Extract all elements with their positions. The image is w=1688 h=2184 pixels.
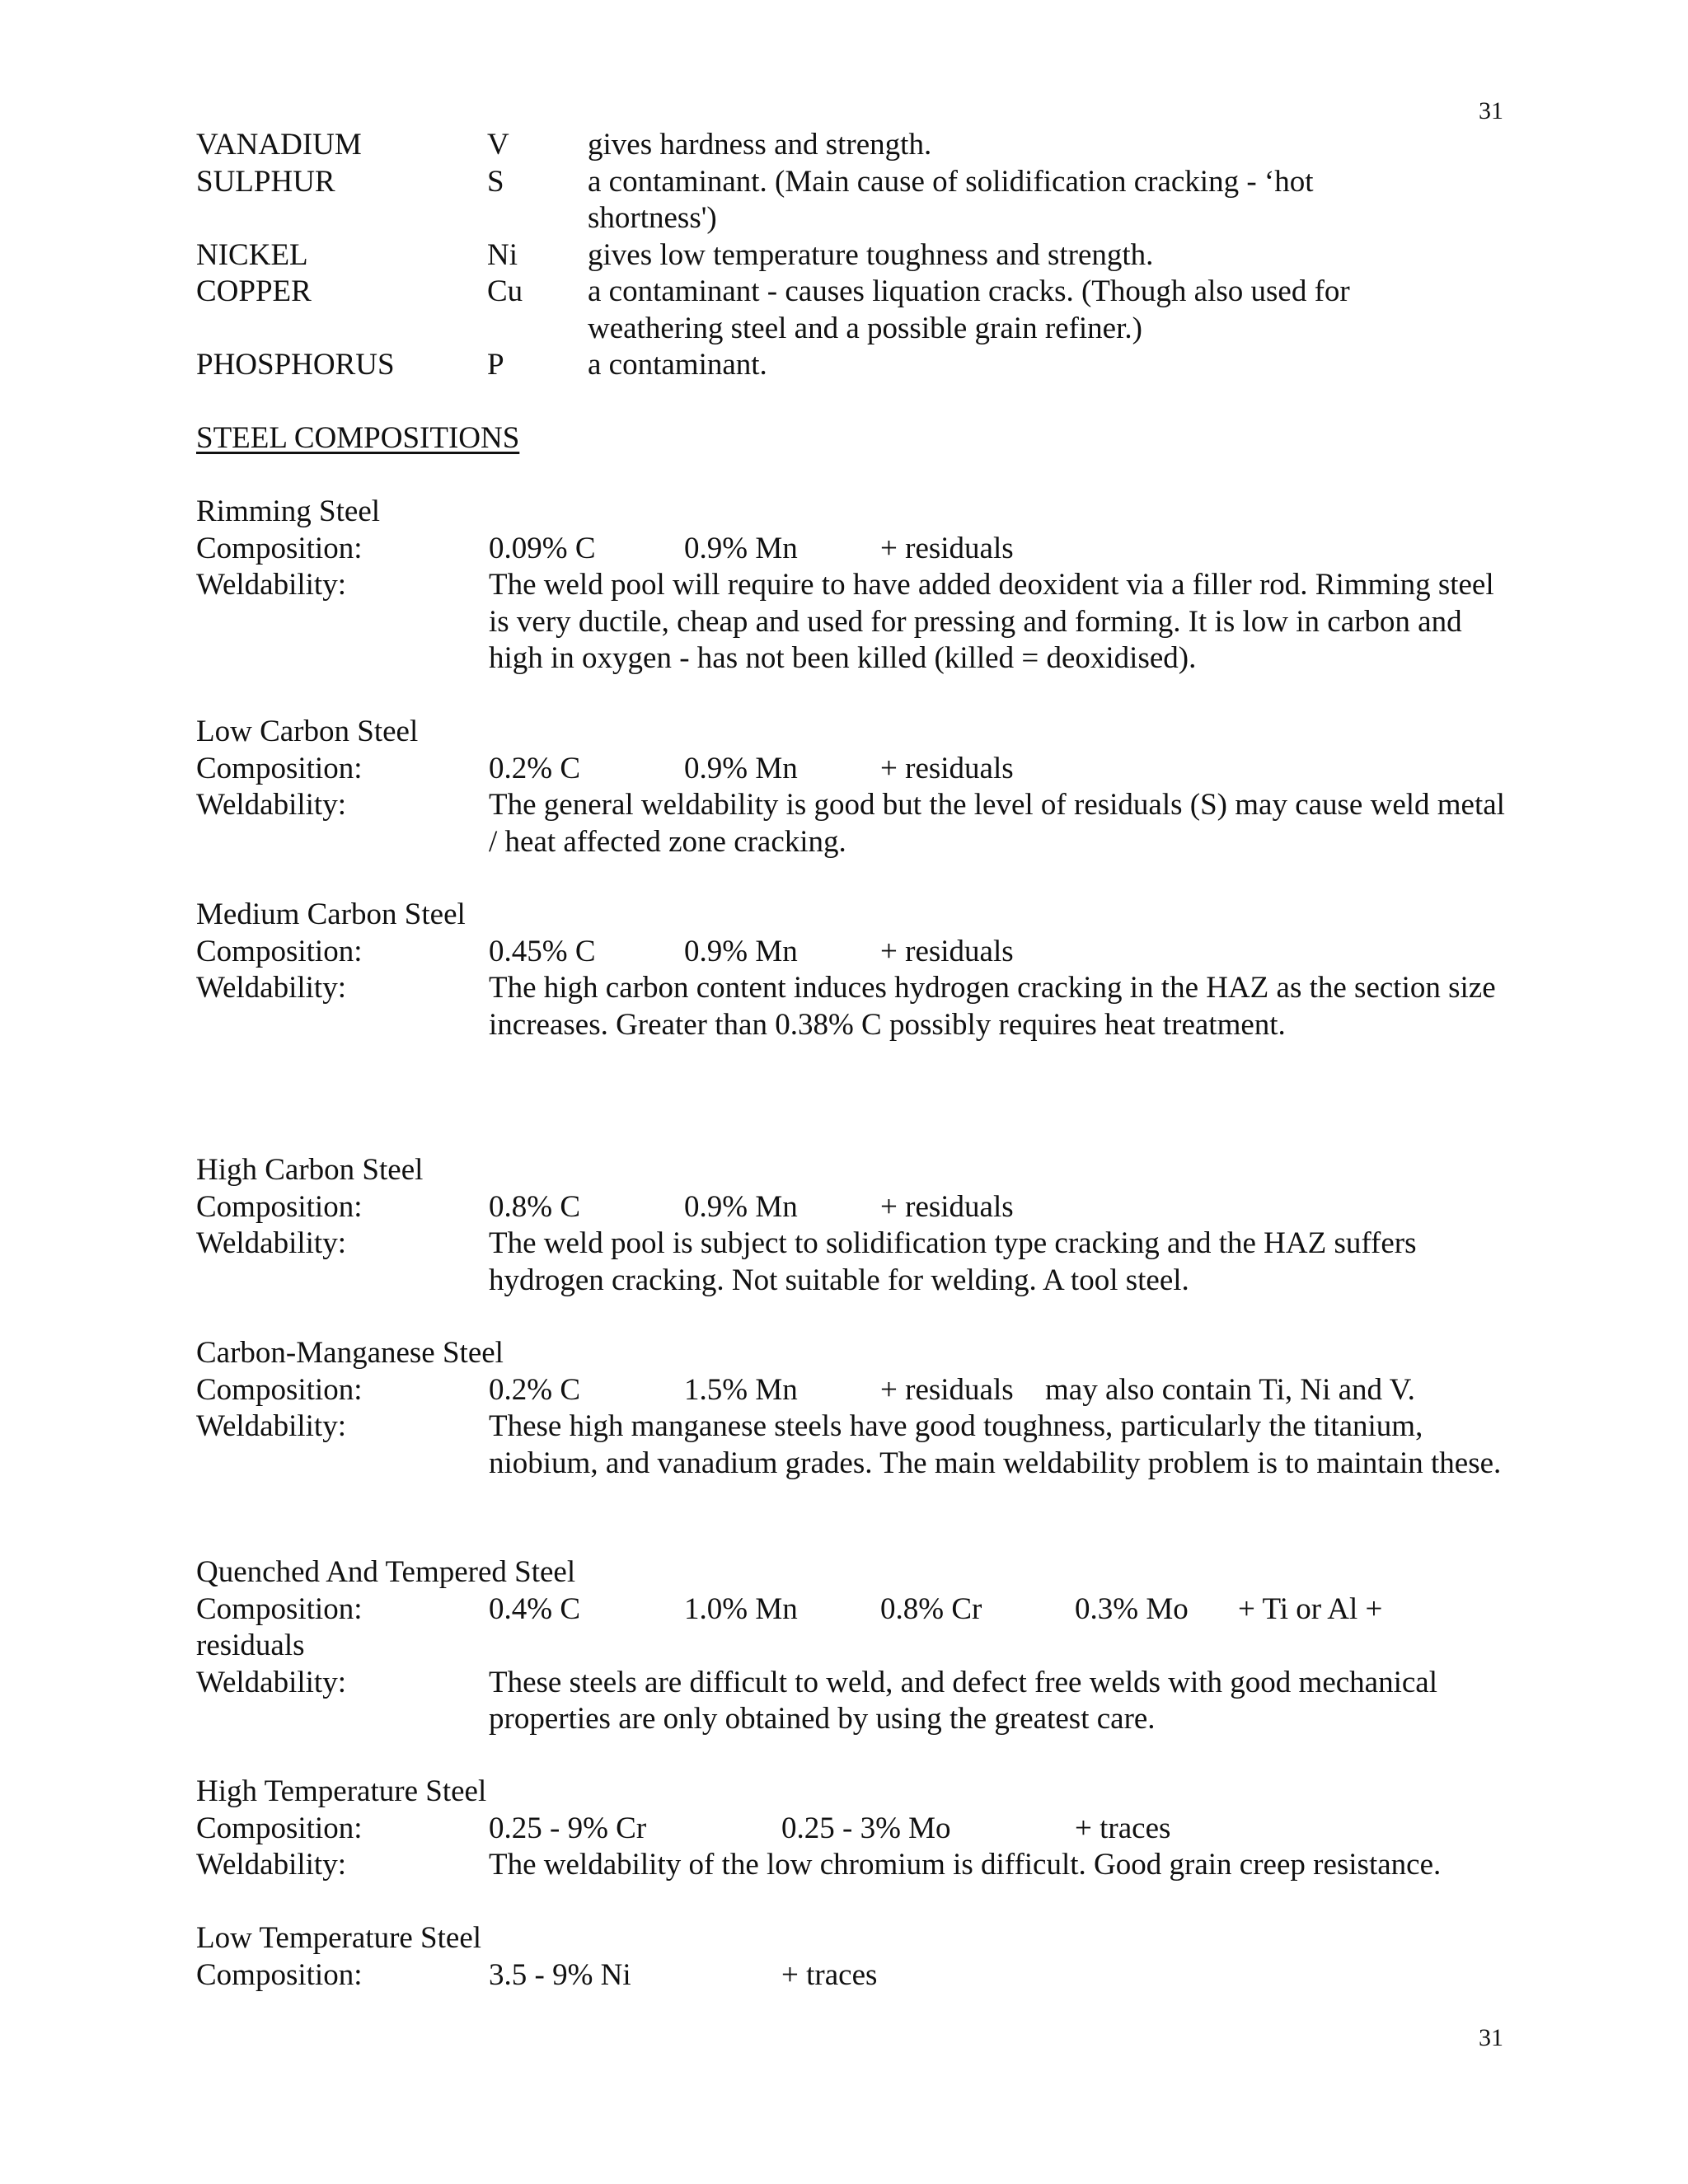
steel-title: High Carbon Steel (196, 1153, 424, 1187)
composition-value: + residuals (880, 531, 1014, 565)
composition-value: 0.2% C (489, 1372, 580, 1407)
composition-value: + Ti or Al + (1238, 1591, 1383, 1626)
section-heading: STEEL COMPOSITIONS (196, 421, 520, 455)
weldability-row (196, 1226, 1515, 1299)
composition-value: + residuals (880, 751, 1014, 785)
weldability-label: Weldability: (196, 568, 346, 602)
steel-title: Quenched And Tempered Steel (196, 1555, 576, 1589)
element-row-copper (196, 274, 1515, 347)
composition-label: Composition: (196, 1957, 363, 1992)
page-number-top: 31 (1479, 97, 1503, 124)
element-symbol: V (487, 128, 509, 162)
element-row-sulphur (196, 164, 1515, 237)
weldability-label: Weldability: (196, 1665, 346, 1699)
page-number-bottom: 31 (1479, 2024, 1503, 2051)
element-symbol: Cu (487, 274, 523, 308)
composition-label: Composition: (196, 751, 363, 785)
weldability-row (196, 1847, 1515, 1884)
composition-value: 0.9% Mn (684, 531, 798, 565)
weldability-row (196, 1408, 1515, 1482)
element-symbol: P (487, 348, 504, 382)
composition-value: 0.9% Mn (684, 1189, 798, 1224)
element-symbol: Ni (487, 237, 518, 272)
element-description: gives low temperature toughness and strength. (588, 237, 1154, 272)
composition-value: 0.3% Mo (1075, 1591, 1189, 1626)
steel-title: Carbon-Manganese Steel (196, 1336, 504, 1370)
composition-row (196, 1811, 1515, 1848)
weldability-row (196, 970, 1515, 1043)
element-description: a contaminant. (588, 348, 767, 382)
composition-value: 1.5% Mn (684, 1372, 798, 1407)
steel-low-temperature (196, 1920, 1515, 1994)
weldability-text: The weld pool will require to have added deoxident via a filler rod. Rimming steel is very ductile, cheap and used for pressing and forming. It is low in carbon and high in oxygen - has not been killed (killed = deoxidised). (489, 568, 1494, 675)
composition-value: residuals (196, 1629, 305, 1662)
composition-value: + residuals (880, 1372, 1014, 1407)
weldability-row (196, 567, 1515, 677)
composition-value: 0.9% Mn (684, 751, 798, 785)
steel-title: Rimming Steel (196, 494, 381, 528)
composition-value: + traces (1075, 1811, 1171, 1845)
steel-title: Low Temperature Steel (196, 1921, 482, 1955)
element-name: NICKEL (196, 237, 308, 272)
composition-row (196, 1189, 1515, 1226)
steel-title: Medium Carbon Steel (196, 898, 466, 931)
element-name: VANADIUM (196, 128, 362, 162)
composition-value: + residuals (880, 934, 1014, 968)
element-row-vanadium (196, 127, 1515, 164)
steel-high-temperature (196, 1774, 1515, 1884)
weldability-label: Weldability: (196, 1409, 346, 1443)
composition-row (196, 1372, 1515, 1409)
composition-value: 0.8% Cr (880, 1591, 982, 1626)
element-description: gives hardness and strength. (588, 128, 932, 162)
steel-high-carbon (196, 1152, 1515, 1299)
weldability-text: These high manganese steels have good toughness, particularly the titanium, niobium, and vanadium grades. The main weldability problem is to maintain these. (489, 1409, 1502, 1480)
composition-label: Composition: (196, 1189, 363, 1224)
composition-label: Composition: (196, 1591, 363, 1626)
composition-row (196, 934, 1515, 971)
composition-label: Composition: (196, 1372, 363, 1407)
steel-carbon-manganese (196, 1335, 1515, 1482)
composition-row (196, 751, 1515, 788)
composition-label: Composition: (196, 531, 363, 565)
element-description: a contaminant. (Main cause of solidification cracking - ‘hot shortness') (588, 164, 1314, 235)
element-name: SULPHUR (196, 164, 335, 199)
composition-value: 0.8% C (489, 1189, 580, 1224)
weldability-text: The general weldability is good but the level of residuals (S) may cause weld metal / heat affected zone cracking. (489, 788, 1505, 859)
composition-label: Composition: (196, 1811, 363, 1845)
composition-value: 0.45% C (489, 934, 596, 968)
weldability-text: The weld pool is subject to solidification type cracking and the HAZ suffers hydrogen cracking. Not suitable for welding. A tool steel. (489, 1226, 1417, 1297)
element-table (196, 127, 1515, 384)
steel-quenched-tempered (196, 1554, 1515, 1738)
weldability-label: Weldability: (196, 971, 346, 1005)
steel-low-carbon (196, 714, 1515, 860)
composition-value: 0.4% C (489, 1591, 580, 1626)
weldability-text: The weldability of the low chromium is difficult. Good grain creep resistance. (489, 1848, 1442, 1882)
weldability-text: These steels are difficult to weld, and defect free welds with good mechanical properties are only obtained by using the greatest care. (489, 1665, 1438, 1736)
composition-value: + traces (781, 1957, 878, 1992)
composition-label: Composition: (196, 934, 363, 968)
steel-rimming (196, 494, 1515, 677)
composition-value: 1.0% Mn (684, 1591, 798, 1626)
element-name: PHOSPHORUS (196, 348, 395, 382)
composition-value: 0.2% C (489, 751, 580, 785)
composition-value: 0.9% Mn (684, 934, 798, 968)
composition-continuation (196, 1628, 1515, 1665)
composition-row (196, 1957, 1515, 1994)
weldability-label: Weldability: (196, 788, 346, 822)
weldability-label: Weldability: (196, 1226, 346, 1260)
element-row-phosphorus (196, 347, 1515, 384)
steel-title: High Temperature Steel (196, 1774, 487, 1808)
composition-value: + residuals (880, 1189, 1014, 1224)
weldability-text: The high carbon content induces hydrogen cracking in the HAZ as the section size increases. Greater than 0.38% C possibly requires heat treatment. (489, 971, 1496, 1042)
element-name: COPPER (196, 274, 312, 308)
composition-value: 3.5 - 9% Ni (489, 1957, 631, 1992)
weldability-row (196, 787, 1515, 860)
composition-row (196, 531, 1515, 568)
weldability-label: Weldability: (196, 1848, 346, 1882)
composition-row (196, 1591, 1515, 1629)
element-description: a contaminant - causes liquation cracks. (Though also used for weathering steel and a possible grain refiner.) (588, 274, 1350, 345)
composition-value: 0.25 - 9% Cr (489, 1811, 647, 1845)
element-symbol: S (487, 164, 504, 199)
steel-title: Low Carbon Steel (196, 715, 419, 748)
composition-note: may also contain Ti, Ni and V. (1045, 1372, 1415, 1407)
steel-medium-carbon (196, 897, 1515, 1043)
weldability-row (196, 1665, 1515, 1738)
composition-value: 0.09% C (489, 531, 596, 565)
element-row-nickel (196, 237, 1515, 274)
composition-value: 0.25 - 3% Mo (781, 1811, 951, 1845)
